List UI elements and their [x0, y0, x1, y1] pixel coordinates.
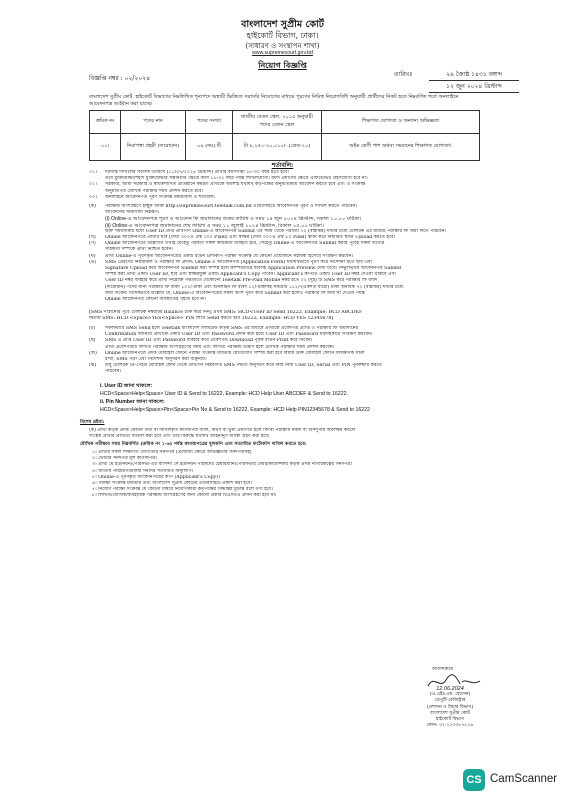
list-item: Online আবেদনপত্র কোনো অবস্থাতেই গৃহীত হবে না।	[105, 297, 207, 303]
signer-designation: ডেপুটি রেজিস্ট্রার	[434, 698, 466, 704]
documents-title: মৌখিক পরীক্ষার সময় নিম্নবর্ণিত (ক্রমিক নং ১-৬) পর্যন্ত কাগজপত্রের মূলকপি এবং সত্যায়িত ফটোকপি দাখিল করতে হবে:	[80, 442, 307, 447]
branch-title: (সাধারণ ও সংস্থাপন শাখা)	[245, 42, 320, 50]
list-item: (i) Online-এ আবেদনপত্র পূরণ ও আবেদন ফি জমাদানের শুরুর তারিখ ও সময় ১৪ জুন ২০২৪ খ্রিস্টাব্দ, সকাল ১০.০০ ঘটিকা।	[105, 216, 362, 223]
camscanner-watermark	[463, 768, 558, 792]
table-row	[90, 134, 480, 161]
table-header-row	[90, 111, 480, 134]
list-item: ০১। দরখাস্ত দাখিলের সর্বশেষ তারিখে (১১/০৭/২০২৪ খ্রিস্টাব্দ) প্রার্থীর বয়সসীমা ১৮-৩০ বছর হতে হবে।	[89, 170, 290, 175]
date-english: ১২ জুন ২০২৪ খ্রিস্টাব্দ	[429, 81, 519, 93]
list-item: (ছ) SMS এ প্রাপ্ত User ID এবং Password ব্যবহার করে প্রবেশপত্র Download পূর্বক রঙিন Print করে নিবেন।	[89, 338, 313, 344]
special-note	[89, 428, 480, 440]
list-item: আবেদনের সময়সীমা নিম্নরূপ:	[105, 210, 160, 216]
list-item: (খ) Online আবেদনপত্রে প্রার্থীর ছবি (দৈর্ঘ্য ৩০০× প্রস্থ ৩০০ Pixel) এবং স্বাক্ষর (দৈর্ঘ্য ৩০০× প্রস্থ ৮০ Pixel) স্ক্যান করে নির্ধারিত স্থানে Upload করতে হবে।	[89, 235, 396, 241]
recovery-label: i. User ID জানা থাকলে:	[100, 383, 153, 389]
list-item: (দারোয়ান) পদের জন্য পরীক্ষার ফি বাবদ ১০০/-টাকা এবং অনলাইন ফি বাবদ ১২/-টাকাসহ সর্বমোট ১১২/-(একশত বারো) টাকা অনধিক ৭২ (বাহাত্তর) ঘণ্টার মধ্যে	[105, 284, 404, 290]
handwritten-signature	[424, 672, 484, 692]
list-item: সংশ্লিষ্ট প্রার্থীর প্রার্থিতা বাতিল করা হবে এবং তার বিরুদ্ধে যথাযথ আইনানুগ ব্যবস্থা গ্রহণ করা হবে।	[89, 434, 270, 440]
recovery-example: HCD<Space>Help<Space> User ID & Send to 16222, Example: HCD Help User ABCDEF & Send to 16222.	[100, 391, 348, 397]
list-item: রাখা, SMS পড়া এবং নির্দেশনা অনুসরণ করা বাঞ্ছনীয়।	[105, 357, 207, 363]
list-item: উক্ত সময়সীমার মধ্যে User ID প্রাপ্ত প্রার্থীগণ Online-এ আবেদনপত্র Submit এর সময় থেকে পরবর্তী ৭২ (বাহাত্তর) ঘণ্টার মধ্যে টেলিটক এর মাধ্যমে পরীক্ষার ফি জমা দিতে পারবেন।	[105, 228, 447, 234]
list-item: (ii) Online-এ আবেদনপত্র জমাদানের শেষ তারিখ ও সময় ১১ জুলাই ২০২৪ খ্রিস্টাব্দ, বিকাল ০৫.০০ ঘটিকা।	[105, 222, 324, 229]
list-item: অনুমতিপত্র মৌখিক পরীক্ষার সময় প্রদর্শন করতে হবে।	[105, 188, 204, 194]
sms-line: দ্বিতীয় SMS: HCD <Space>YES<Space> PIN লিখে Send করতে হবে 16222, Example: HCD YES 12345678]	[89, 316, 334, 322]
signer-office: (প্রশাসন ও বিচার বিভাগ)	[426, 704, 474, 710]
date-bangla: ২৯ জ্যৈষ্ঠ ১৪৩১ বঙ্গাব্দ	[429, 69, 519, 81]
camscanner-text: CamScanner	[490, 773, 558, 785]
list-item: ২। ভোটার সনদপত্র মূল কাগজপত্র।	[92, 456, 158, 462]
list-item: ০৩। অনলাইনে আবেদনপত্র পূরণ সংক্রান্ত নিয়মাবলি ও শর্তাবলি:	[89, 194, 216, 200]
list-item: (ঙ) SMS প্রেরণের নিয়মাবলি ও পরীক্ষার ফি প্রদান: Online এ আবেদনপত্র (Application Form) যথাযথভাবে পূরণ করে নির্দেশনা মতে ছবি এবং	[89, 259, 373, 265]
list-item: (ক) প্রার্থী কর্তৃক প্রদত্ত কোনো তথ্য বা দাখিলকৃত কাগজপত্র জাল, মিথ্যা বা ভুয়া প্রমাণিত হলে কিংবা পরীক্ষায় নকল বা অসদুপায় অবলম্বন করলে	[89, 428, 356, 433]
list-item: Confirmation জানিয়ে প্রার্থীকে একটি User ID এবং Password প্রদান করা হবে। User ID এবং Password যত্নসহকারে সংরক্ষণ করবেন।	[105, 332, 373, 338]
cell-count: ০৯ (নয়) টি	[186, 134, 233, 161]
list-item: সঠিকতা সম্পর্কে প্রার্থী নিশ্চিত হবেন।	[105, 247, 174, 253]
list-item: (ঘ) প্রার্থী Online-এ পূরণকৃত আবেদনপত্রের একটি রঙিন প্রিন্টকপি পরীক্ষা সংক্রান্ত যে কোনো প্রয়োজনে সহায়ক হিসেবে সংরক্ষণ করবেন।	[89, 253, 354, 259]
signature-block	[402, 686, 498, 729]
list-item: পারবেন।	[105, 369, 122, 375]
division-title: হাইকোর্ট বিভাগ, ঢাকা।	[246, 31, 319, 40]
list-item: (ঝ) শুধু টেলিটক প্রি-পেইড মোবাইল ফোন থেকে প্রার্থীগণ নিম্নবর্ণিত SMS পদ্ধতি অনুসরণ করে নিজ নিজ User ID, Serial এবং PIN পুনরুদ্ধার করতে	[89, 363, 382, 369]
list-item: Signature Upload করে আবেদনপত্র Submit করা সম্পন্ন হলে কম্পিউটারে ছবিসহ Application Preview দেখা যাবে। নির্ভুলভাবে আবেদনপত্র Submit	[105, 266, 402, 272]
sms-line: [SMS পাঠানোর পূর্বে টেলিটক নম্বরটির Balance চেক করে নিন] প্রথম SMS: HCD<User ID Send 16222, Example: HCD ABCDEF	[89, 310, 363, 315]
list-item: (গ) Online আবেদনপত্রে উল্লিখিত তথ্যই যেহেতু পরবর্তী সকল কার্যক্রমে ব্যবহৃত হবে, সেহেতু Online-এ আবেদনপত্র Submit করার পূর্বেই সকল তথ্যের	[89, 241, 385, 247]
list-item: তবে মুক্তিযোদ্ধা/শহীদ মুক্তিযোদ্ধার সন্তানদের ক্ষেত্রে বয়স ১৮-৩২ বছর পর্যন্ত শিথিলযোগ্য। বয়স প্রমাণের ক্ষেত্রে এফিডেভিট গ্রহণযোগ্য হবে না।	[105, 176, 368, 182]
list-item: জমা দিবেন। বিশেষভাবে উল্লেখ্য যে, Online-এ আবেদনপত্রের সকল অংশ পূরণ করে Submit করা হলেও পরীক্ষার ফি জমা না দেওয়া পর্যন্ত	[105, 290, 365, 296]
date-block	[394, 69, 519, 93]
signer-phone: ফোন: ০২-২২৩৩৮৭৮২৬	[426, 723, 474, 729]
list-item: ৫। Online-এ পূরণকৃত আবেদনপত্রের কপি (Applicant's Copy)।	[92, 474, 220, 480]
conditions-title: শর্তাবলি:	[271, 162, 294, 169]
sms-format	[89, 310, 480, 322]
conditions-list	[89, 170, 480, 201]
list-item: ৩। প্রার্থী যে ইউনিয়ন/পৌরসভা-এর বাসিন্দা সে ইউনিয়ন পরিষদের চেয়ারম্যান/পৌরসভার মেয়র/কাউন্সিলর কর্তৃক প্রদত্ত নাগরিকত্বের সনদপত্র।	[92, 462, 353, 468]
list-item: ৪। জাতীয় পরিচয়পত্র/জন্ম সনদের সত্যায়িত অনুলিপি।	[92, 468, 194, 474]
website-link[interactable]: www.supremecourt.gov.bd	[252, 50, 313, 56]
signer-court: বাংলাদেশ সুপ্রীম কোর্ট	[430, 710, 470, 716]
court-title: বাংলাদেশ সুপ্রীম কোর্ট	[241, 19, 324, 30]
recovery-example: HCD<Space>Help<Space>Pin<Space>Pin No & Send to 16222, Example: HCD Help PIN12345678 & Send to 16222	[100, 407, 370, 413]
list-item: সম্পন্ন করা প্রার্থী একটি User ID, ছবি এবং স্বাক্ষরযুক্ত একটি Applicant's Copy পাবেন। Applicant's কপিতে একটি User ID নম্বর দেওয়া থাকবে এবং	[105, 272, 397, 278]
recovery-label: ii. Pin Number জানা থাকলে:	[100, 399, 165, 405]
documents-list	[92, 450, 483, 500]
list-item: (ক) পরীক্ষায় অংশগ্রহণে ইচ্ছুক ব্যক্তি http://supremecourt.teletalk.com.bd ওয়েবসাইটে আবেদনপত্র পূরণ ও দাখিল করতে পারবেন।	[89, 204, 358, 209]
memo-number: বিজ্ঞপ্তি নম্বর : ০২/২০২৪	[89, 75, 151, 82]
signer-name: (এ.এইচ.এম. হোসেন)	[429, 692, 471, 698]
list-item: ৬। পরীক্ষা সংক্রান্ত যাবতীয় তথ্য বাংলাদেশ সুপ্রীম কোর্টের ওয়েবসাইটে প্রকাশ করা হবে।	[92, 481, 253, 487]
signer-division: হাইকোর্ট বিভাগ	[435, 717, 465, 723]
by-order: আদেশক্রমে	[432, 667, 453, 672]
post-table	[89, 110, 480, 161]
signature-date: 12.06.2024	[436, 686, 464, 692]
recovery-instructions	[100, 382, 480, 414]
cell-serial: ০১।	[90, 134, 121, 161]
col-post: পদের নাম	[121, 111, 186, 134]
list-item: প্রার্থী প্রবেশপত্রটি লিখিত পরীক্ষায় অংশগ্রহণের সময় এবং লিখিত পরীক্ষায় উত্তীর্ণ হলে মৌখিক পরীক্ষার সময় প্রদর্শন করবেন।	[105, 344, 335, 350]
date-label: তারিখঃ	[394, 71, 413, 78]
list-item: (চ) সফলভাবে SMS Send হলে Teletalk বাংলাদেশ লিমিটেড কর্তৃক SMS এর মাধ্যমে প্রার্থীকে প্রবেশপত্র প্রাপ্তি ও পরীক্ষার ফি জমাদানের	[89, 326, 359, 331]
camscanner-logo-icon: CS	[463, 769, 485, 791]
cell-post: নিরাপত্তা প্রহরী (দারোয়ান)	[121, 134, 186, 161]
list-item: ১। প্রার্থীর সকল শিক্ষাগত যোগ্যতার সনদপত্র (প্রয়োজ্য ক্ষেত্রে অভিজ্ঞতার সনদপত্রসহ)	[92, 450, 252, 455]
notice-heading: নিয়োগ বিজ্ঞপ্তি	[258, 60, 307, 70]
special-note-title: বিশেষ দ্রষ্টব্য:	[80, 420, 105, 425]
cell-scale: টা ৮,২৫০-২০,০১০/- (গ্রেড-২০)	[233, 134, 322, 161]
list-item: ৭। নিয়োগ পরীক্ষা সংক্রান্ত যে কোনো বিষয়ে নিয়োগকারী কর্তৃপক্ষের সিদ্ধান্তই চূড়ান্ত বলে গণ্য হবে।	[92, 487, 273, 493]
list-item: ০২। সরকারি, আধা সরকারি ও স্বায়ত্তশাসিত প্রতিষ্ঠানে কর্মরত প্রার্থীকে অবশ্যই যথাযথ কর্তৃপক্ষের অনুমতিক্রমে আবেদন করতে হবে এবং এ সংক্রান্ত	[89, 182, 366, 188]
list-item: (জ) Online আবেদনপত্রে প্রদত্ত মোবাইল ফোনে পরীক্ষা সংক্রান্ত যাবতীয় যোগাযোগ সম্পন্ন করা হবে বিধায় উক্ত মোবাইল ফোনে সার্বক্ষণিক সচল	[89, 350, 365, 356]
col-count: পদের সংখ্যা	[186, 111, 233, 134]
col-scale: জাতীয় বেতন স্কেল, ২০১৫ অনুযায়ী পদের বেতন স্কেল	[233, 111, 322, 134]
cell-qualification: অষ্টম শ্রেণী পাশ অথবা সমমানের শিক্ষাগত যোগ্যতা।	[322, 134, 480, 161]
online-instructions	[89, 204, 480, 303]
list-item: User ID নম্বর ব্যবহার করে প্রার্থী নিম্নোক্ত পদ্ধতিতে যেকোনো Teletalk Pre-Paid Mobile নম্বর হতে ০২ (দুই) টি SMS করে পরীক্ষার ফি বাবদ	[105, 278, 378, 284]
list-item: ৮। লিখিত/মৌখিক/ব্যবহারিক পরীক্ষায় অংশগ্রহণের জন্য কোনো প্রকার টিএ/ডিএ প্রদান করা হবে না।	[92, 493, 277, 499]
col-qualification: শিক্ষাগত যোগ্যতা ও অন্যান্য অভিজ্ঞতা	[322, 111, 480, 134]
steps-list	[89, 326, 480, 376]
intro-paragraph: বাংলাদেশ সুপ্রীম কোর্ট, হাইকোর্ট বিভাগের নিম্নলিখিত শূন্যপদে অস্থায়ী ভিত্তিতে সরাসরি নিয়োগের মাধ্যমে পূরণের নিমিত্ত নিয়োগবিধি অনুযায়ী প্রার্থীদের নিকট হতে নিম্নবর্ণিত শর্তে অনলাইনে আবেদনপত্র আহ্বান করা যাচ্ছে।	[89, 94, 459, 107]
col-serial: ক্রমিক নং	[90, 111, 121, 134]
